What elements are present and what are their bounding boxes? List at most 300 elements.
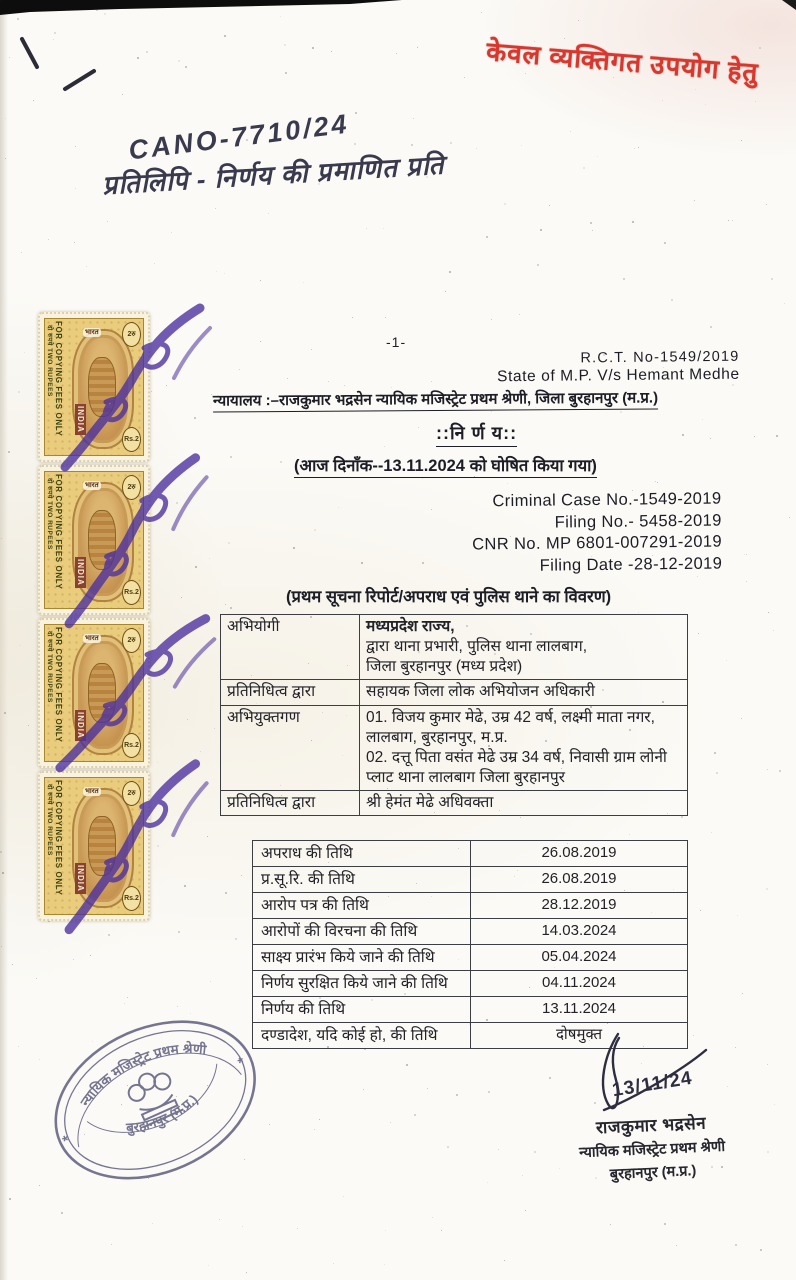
noise-speck <box>344 385 345 386</box>
handwritten-copy-note: प्रतिलिपि - निर्णय की प्रमाणित प्रति <box>101 149 446 201</box>
noise-speck <box>338 507 339 508</box>
noise-speck <box>211 394 212 395</box>
noise-speck <box>728 220 729 221</box>
party-label-cell: प्रतिनिधित्व द्वारा <box>221 791 360 816</box>
handwritten-case-number: CANO-7710/24 <box>126 108 352 166</box>
noise-speck <box>427 1088 428 1089</box>
noise-speck <box>280 461 282 463</box>
noise-speck <box>5 118 6 119</box>
noise-speck <box>18 391 20 393</box>
stamp-bharat-label: भारत <box>85 329 99 336</box>
noise-speck <box>194 417 196 419</box>
date-value-cell: 04.11.2024 <box>471 971 688 997</box>
date-value-cell: 13.11.2024 <box>471 997 688 1023</box>
noise-speck <box>127 997 128 998</box>
noise-speck <box>287 378 288 379</box>
noise-speck <box>737 915 738 916</box>
noise-speck <box>431 509 432 510</box>
noise-speck <box>449 271 451 273</box>
noise-speck <box>447 1146 449 1148</box>
noise-speck <box>122 94 123 95</box>
noise-speck <box>1 538 2 539</box>
noise-speck <box>391 387 392 388</box>
party-label-cell: अभियुक्तगण <box>221 705 360 791</box>
noise-speck <box>417 47 418 48</box>
stamp-india-label: INDIA <box>76 865 85 892</box>
noise-speck <box>207 836 208 837</box>
noise-speck <box>230 607 232 609</box>
noise-speck <box>108 934 110 936</box>
noise-speck <box>634 148 635 149</box>
noise-speck <box>107 221 108 222</box>
noise-speck <box>760 1249 762 1251</box>
stamp-two-rupees-text: दो रुपये TWO RUPEES <box>46 478 53 550</box>
noise-speck <box>18 1046 19 1047</box>
noise-speck <box>104 13 106 15</box>
noise-speck <box>694 200 695 201</box>
noise-speck <box>741 718 742 719</box>
noise-speck <box>4 712 6 714</box>
noise-speck <box>735 1047 736 1048</box>
noise-speck <box>638 147 639 148</box>
noise-speck <box>422 478 423 479</box>
svg-text:बुरहानपुर (म.प्र.) <box>120 1089 205 1144</box>
stamp-value-badge: Rs.2 <box>122 733 141 758</box>
noise-speck <box>522 1175 523 1176</box>
case-detail-line: Filing Date -28-12-2019 <box>539 553 723 575</box>
party-value-cell <box>360 680 688 705</box>
noise-speck <box>184 885 186 887</box>
noise-speck <box>564 38 565 39</box>
noise-speck <box>578 20 579 21</box>
stamp-copying-fees-text: FOR COPYING FEES ONLY <box>54 321 63 437</box>
noise-speck <box>19 645 20 646</box>
stamp-india-label: INDIA <box>76 559 85 586</box>
noise-speck <box>629 834 630 835</box>
noise-speck <box>219 1219 220 1220</box>
noise-speck <box>343 1196 344 1197</box>
noise-speck <box>695 89 696 90</box>
noise-speck <box>230 456 232 458</box>
noise-speck <box>157 762 158 763</box>
noise-speck <box>319 1119 320 1120</box>
noise-speck <box>525 1210 526 1211</box>
party-value-line: जिला बुरहानपुर (मध्य प्रदेश) <box>366 658 523 676</box>
noise-speck <box>710 438 711 439</box>
noise-speck <box>742 993 743 994</box>
noise-speck <box>146 51 148 53</box>
noise-speck <box>164 679 165 680</box>
noise-speck <box>352 317 353 318</box>
noise-speck <box>312 47 314 49</box>
noise-speck <box>521 145 522 146</box>
stamp-value-badge: 2रु <box>122 322 141 347</box>
noise-speck <box>176 502 178 504</box>
stamp-india-label: INDIA <box>76 406 85 433</box>
noise-speck <box>657 482 658 483</box>
noise-speck <box>732 384 734 386</box>
noise-speck <box>486 236 488 238</box>
revenue-stamp-face <box>44 471 144 609</box>
party-value-cell <box>360 615 688 680</box>
revenue-stamp-face <box>44 624 144 762</box>
noise-speck <box>396 53 397 54</box>
seal-arc-top-text: न्यायिक मजिस्ट्रेट प्रथम श्रेणी <box>77 1041 207 1109</box>
noise-speck <box>488 1091 490 1093</box>
date-label-cell: आरोपों की विरचना की तिथि <box>253 919 471 945</box>
noise-speck <box>181 597 182 598</box>
noise-speck <box>450 142 452 144</box>
noise-speck <box>75 146 76 147</box>
noise-speck <box>54 32 56 34</box>
noise-speck <box>735 1244 737 1246</box>
noise-speck <box>597 156 598 157</box>
party-value-line: मध्यप्रदेश राज्य, <box>366 618 455 635</box>
rct-number: R.C.T. No-1549/2019 <box>580 348 740 367</box>
noise-speck <box>520 817 521 818</box>
noise-speck <box>676 1245 677 1246</box>
noise-speck <box>662 100 663 101</box>
noise-speck <box>498 1149 499 1150</box>
noise-speck <box>293 547 295 549</box>
noise-speck <box>768 612 769 613</box>
noise-speck <box>33 100 34 101</box>
court-name-line: न्यायालय :–राजकुमार भद्रसेन न्यायिक मजिस्ट्रेट प्रथम श्रेणी, जिला बुरहानपुर (म.प्र.) <box>213 387 658 412</box>
date-label-cell: साक्ष्य प्रारंभ किये जाने की तिथि <box>253 945 471 971</box>
noise-speck <box>744 554 745 555</box>
noise-speck <box>491 411 492 412</box>
noise-speck <box>297 1228 298 1229</box>
noise-speck <box>620 411 622 413</box>
judge-designation: न्यायिक मजिस्ट्रेट प्रथम श्रेणी <box>578 1138 726 1162</box>
noise-speck <box>385 317 386 318</box>
party-value-cell <box>360 705 688 791</box>
noise-speck <box>491 319 492 320</box>
noise-speck <box>34 586 35 587</box>
noise-speck <box>178 931 180 933</box>
noise-speck <box>779 770 781 772</box>
noise-speck <box>75 188 76 189</box>
noise-speck <box>111 1244 112 1245</box>
noise-speck <box>214 728 215 729</box>
noise-speck <box>86 266 87 267</box>
pronouncement-line: (आज दिनाँक--13.11.2024 को घोषित किया गया) <box>294 453 597 478</box>
noise-speck <box>355 112 357 114</box>
noise-speck <box>228 542 230 544</box>
noise-speck <box>260 280 261 281</box>
revenue-stamp <box>38 312 150 462</box>
noise-speck <box>81 84 82 85</box>
noise-speck <box>766 888 768 890</box>
dates-table-row <box>253 919 688 945</box>
stamp-two-rupees-text: दो रुपये TWO RUPEES <box>46 631 53 703</box>
case-parties: State of M.P. V/s Hemant Medhe <box>497 365 741 386</box>
noise-speck <box>519 314 520 315</box>
seal-arc-bottom-text: बुरहानपुर (म.प्र.) <box>125 1091 201 1136</box>
judge-name: राजकुमार भद्रसेन <box>595 1113 707 1138</box>
seal-star: * <box>235 1054 248 1073</box>
stamp-bharat-label: भारत <box>85 635 99 642</box>
party-label-cell: अभियोगी <box>221 615 360 680</box>
date-value-cell: दोषमुक्त <box>471 1023 688 1049</box>
date-label-cell: दण्डादेश, यदि कोई हो, की तिथि <box>253 1023 471 1049</box>
noise-speck <box>74 242 75 243</box>
noise-speck <box>784 303 785 304</box>
noise-speck <box>314 1129 315 1130</box>
dates-table-row <box>253 997 688 1023</box>
noise-speck <box>754 436 755 437</box>
noise-speck <box>268 213 269 214</box>
noise-speck <box>303 282 304 283</box>
stamp-copying-fees-text: FOR COPYING FEES ONLY <box>54 780 63 896</box>
noise-speck <box>714 752 716 754</box>
noise-speck <box>632 221 634 223</box>
noise-speck <box>333 1263 334 1264</box>
noise-speck <box>664 242 666 244</box>
judge-name-stamp <box>551 1109 754 1187</box>
noise-speck <box>331 51 332 52</box>
noise-speck <box>224 35 226 37</box>
noise-speck <box>681 816 683 818</box>
stamp-two-rupees-text: दो रुपये TWO RUPEES <box>46 784 53 856</box>
noise-speck <box>537 264 539 266</box>
noise-speck <box>260 341 261 342</box>
noise-speck <box>464 77 465 78</box>
party-value-line: श्री हेमंत मेढे अधिवक्ता <box>366 794 494 812</box>
noise-speck <box>592 230 593 231</box>
noise-speck <box>746 581 747 582</box>
header-right-block <box>497 349 740 387</box>
noise-speck <box>682 434 684 436</box>
noise-speck <box>39 1185 40 1186</box>
noise-speck <box>2 872 4 874</box>
noise-speck <box>216 271 217 272</box>
noise-speck <box>776 435 778 437</box>
noise-speck <box>746 554 747 555</box>
party-value-line: सहायक जिला लोक अभियोजन अधिकारी <box>366 683 595 701</box>
revenue-stamp <box>38 465 150 615</box>
noise-speck <box>700 910 701 911</box>
noise-speck <box>17 18 19 20</box>
noise-speck <box>441 1230 442 1231</box>
stamp-india-label: INDIA <box>76 712 85 739</box>
stamp-copying-fees-text: FOR COPYING FEES ONLY <box>54 627 63 743</box>
personal-use-stamp: केवल व्यक्तिगत उपयोग हेतु <box>485 36 760 88</box>
page-number: -1- <box>386 334 407 350</box>
noise-speck <box>124 1003 125 1004</box>
noise-speck <box>504 203 506 205</box>
noise-speck <box>73 959 74 960</box>
fir-section-title: (प्रथम सूचना रिपोर्ट/अपराध एवं पुलिस थाने का विवरण) <box>286 588 612 606</box>
noise-speck <box>225 892 227 894</box>
revenue-stamp <box>38 771 150 921</box>
noise-speck <box>771 278 773 280</box>
noise-speck <box>755 101 756 102</box>
date-value-cell: 26.08.2019 <box>471 841 688 867</box>
noise-speck <box>570 131 571 132</box>
noise-speck <box>224 273 225 274</box>
noise-speck <box>710 326 712 328</box>
noise-speck <box>385 1230 386 1231</box>
party-table-row <box>221 705 688 791</box>
noise-speck <box>244 1159 245 1160</box>
noise-speck <box>53 39 54 40</box>
revenue-stamp-face <box>44 318 144 456</box>
case-detail-line: CNR No. MP 6801-007291-2019 <box>472 532 723 554</box>
noise-speck <box>773 630 774 631</box>
noise-speck <box>655 481 656 482</box>
party-table-row <box>221 680 688 705</box>
party-label-cell: प्रतिनिधित्व द्वारा <box>221 680 360 705</box>
noise-speck <box>242 1226 243 1227</box>
noise-speck <box>766 204 767 205</box>
noise-speck <box>534 1151 536 1153</box>
noise-speck <box>90 955 91 956</box>
noise-speck <box>549 1077 551 1079</box>
signature-date: 13/11/24 <box>610 1067 694 1102</box>
date-label-cell: प्र.सू.रि. की तिथि <box>253 867 471 893</box>
noise-speck <box>390 1122 391 1123</box>
date-label-cell: अपराध की तिथि <box>253 841 471 867</box>
noise-speck <box>246 1272 247 1273</box>
noise-speck <box>137 57 139 59</box>
noise-speck <box>411 144 413 146</box>
date-value-cell: 14.03.2024 <box>471 919 688 945</box>
noise-speck <box>384 446 385 447</box>
noise-speck <box>716 772 718 774</box>
noise-speck <box>361 562 363 564</box>
noise-speck <box>726 660 727 661</box>
noise-speck <box>280 16 281 17</box>
noise-speck <box>705 104 706 105</box>
noise-speck <box>610 1224 611 1225</box>
judge-place: बुरहानपुर (म.प्र.) <box>609 1163 697 1183</box>
noise-speck <box>759 47 761 49</box>
noise-speck <box>413 118 414 119</box>
noise-speck <box>384 1264 385 1265</box>
date-label-cell: आरोप पत्र की तिथि <box>253 893 471 919</box>
noise-speck <box>697 576 698 577</box>
stamp-value-badge: Rs.2 <box>122 580 141 605</box>
noise-speck <box>5 158 6 159</box>
noise-speck <box>431 381 432 382</box>
date-value-cell: 28.12.2019 <box>471 893 688 919</box>
noise-speck <box>178 60 180 62</box>
noise-speck <box>328 381 329 382</box>
party-value-line: द्वारा थाना प्रभारी, पुलिस थाना लालबाग, <box>366 638 588 656</box>
noise-speck <box>285 72 287 74</box>
noise-speck <box>235 938 237 940</box>
noise-speck <box>187 719 188 720</box>
noise-speck <box>406 1064 408 1066</box>
stamp-value-badge: Rs.2 <box>122 427 141 452</box>
revenue-stamp <box>38 618 150 768</box>
noise-speck <box>354 143 356 145</box>
noise-speck <box>8 451 10 453</box>
noise-speck <box>12 964 13 965</box>
case-dates-table <box>252 840 688 1049</box>
noise-speck <box>767 769 768 770</box>
noise-speck <box>711 832 712 833</box>
dates-table-row <box>253 945 688 971</box>
noise-speck <box>549 205 550 206</box>
noise-speck <box>152 1223 153 1224</box>
noise-speck <box>432 1217 433 1218</box>
noise-speck <box>623 278 625 280</box>
party-details-table <box>220 614 688 816</box>
noise-speck <box>476 148 477 149</box>
judgment-title: ::नि र्ण य:: <box>436 421 517 447</box>
stamp-bharat-label: भारत <box>85 482 99 489</box>
noise-speck <box>171 232 172 233</box>
date-value-cell: 05.04.2024 <box>471 945 688 971</box>
noise-speck <box>664 1223 666 1225</box>
date-label-cell: निर्णय की तिथि <box>253 997 471 1023</box>
noise-speck <box>540 229 542 231</box>
dates-table-row <box>253 867 688 893</box>
date-label-cell: निर्णय सुरक्षित किये जाने की तिथि <box>253 971 471 997</box>
noise-speck <box>241 875 242 876</box>
noise-speck <box>767 1151 769 1153</box>
stamp-value-badge: 2रु <box>122 628 141 653</box>
noise-speck <box>638 612 639 613</box>
stamp-two-rupees-text: दो रुपये TWO RUPEES <box>46 325 53 397</box>
case-detail-lines <box>472 488 723 577</box>
noise-speck <box>225 604 226 605</box>
party-table-row <box>221 615 688 680</box>
stamp-copying-fees-text: FOR COPYING FEES ONLY <box>54 474 63 590</box>
noise-speck <box>525 73 526 74</box>
noise-speck <box>456 1094 458 1096</box>
noise-speck <box>383 228 384 229</box>
revenue-stamp-column <box>38 312 156 924</box>
party-value-line: 01. विजय कुमार मेढे, उम्र 42 वर्ष, लक्ष्मी माता नगर, लालबाग, बुरहानपुर, म.प्र. <box>366 708 655 746</box>
dates-table-row <box>253 971 688 997</box>
noise-speck <box>481 12 482 13</box>
noise-speck <box>774 1104 775 1105</box>
noise-speck <box>741 140 742 141</box>
noise-speck <box>422 562 424 564</box>
noise-speck <box>1 946 2 947</box>
noise-speck <box>414 1114 416 1116</box>
date-value-cell: 26.08.2019 <box>471 867 688 893</box>
seal-star: * <box>60 1132 73 1151</box>
noise-speck <box>314 529 316 531</box>
noise-speck <box>732 220 733 221</box>
noise-speck <box>366 228 367 229</box>
stamp-bharat-label: भारत <box>85 788 99 795</box>
noise-speck <box>590 222 592 224</box>
noise-speck <box>24 352 25 353</box>
noise-speck <box>698 633 699 634</box>
noise-speck <box>0 0 2 2</box>
noise-speck <box>671 299 673 301</box>
noise-speck <box>61 1212 63 1214</box>
noise-speck <box>583 167 585 169</box>
noise-speck <box>208 1265 209 1266</box>
noise-speck <box>284 44 286 46</box>
noise-speck <box>48 239 49 240</box>
stamp-value-badge: 2रु <box>122 475 141 500</box>
noise-speck <box>311 349 312 350</box>
noise-speck <box>195 566 197 568</box>
noise-speck <box>487 1182 488 1183</box>
noise-speck <box>200 751 201 752</box>
noise-speck <box>21 252 22 253</box>
noise-speck <box>0 851 2 853</box>
noise-speck <box>36 978 37 979</box>
noise-speck <box>702 419 703 420</box>
